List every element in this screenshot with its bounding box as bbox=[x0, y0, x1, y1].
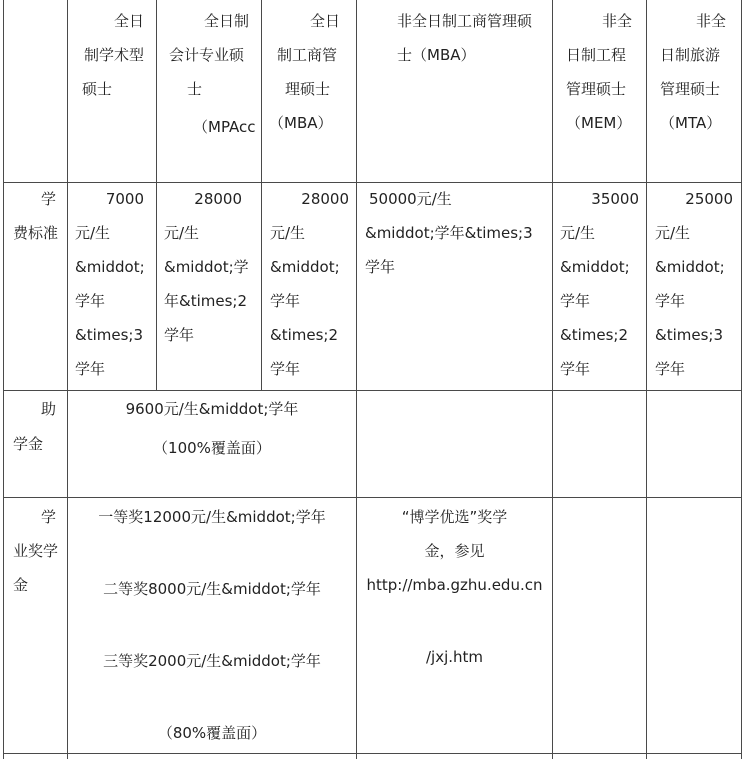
scholarship-value: 三等奖2000元/生&middot;学年 bbox=[103, 652, 321, 670]
tuition-col4-line: 学年 bbox=[365, 258, 396, 276]
tuition-col6-line: 元/生 bbox=[655, 224, 691, 242]
tuition-col2-line: 学年 bbox=[164, 326, 195, 344]
header-col6-line: 日制旅游 bbox=[660, 46, 721, 64]
tuition-col5-line: 学年 bbox=[560, 292, 591, 310]
tuition-col6-line: 25000 bbox=[685, 190, 733, 208]
tuition-col2-line: 元/生 bbox=[164, 224, 200, 242]
tuition-col6-line: &times;3 bbox=[655, 326, 723, 344]
header-col2-line: 士 bbox=[187, 80, 203, 98]
header-col5-line: 日制工程 bbox=[566, 46, 627, 64]
scholarship-label: 学 bbox=[41, 508, 57, 526]
scholarship-mba: “博学优选”奖学 bbox=[401, 508, 508, 526]
tuition-col1-line: 元/生 bbox=[75, 224, 111, 242]
table-border bbox=[552, 0, 553, 759]
grant-value: 9600元/生&middot;学年 bbox=[125, 400, 299, 418]
table-border bbox=[646, 0, 647, 759]
table-border bbox=[67, 0, 68, 759]
table-border bbox=[261, 0, 262, 390]
header-col3-line: 制工商管 bbox=[277, 46, 338, 64]
header-col4-line: 士（MBA） bbox=[397, 46, 476, 64]
table-border bbox=[3, 182, 742, 183]
header-col2-line: 全日制 bbox=[203, 12, 249, 30]
tuition-col1-line: &times;3 bbox=[75, 326, 143, 344]
header-col6-line: 管理硕士 bbox=[660, 80, 721, 98]
tuition-label: 学 bbox=[41, 190, 57, 208]
table-border bbox=[3, 390, 742, 391]
header-col1-line: 硕士 bbox=[82, 80, 113, 98]
grant-label: 助 bbox=[41, 400, 57, 418]
table-border bbox=[741, 0, 742, 759]
tuition-col6-line: &middot; bbox=[655, 258, 725, 276]
table-border bbox=[3, 497, 742, 498]
tuition-col5-line: 元/生 bbox=[560, 224, 596, 242]
tuition-col1-line: 学年 bbox=[75, 360, 106, 378]
tuition-col3-line: 学年 bbox=[270, 292, 301, 310]
header-col6-line: 非全 bbox=[695, 12, 726, 30]
scholarship-value: （80%覆盖面） bbox=[157, 724, 267, 742]
tuition-col3-line: 元/生 bbox=[270, 224, 306, 242]
tuition-col2-line: 28000 bbox=[194, 190, 242, 208]
header-col5-line: 非全 bbox=[601, 12, 632, 30]
tuition-col6-line: 学年 bbox=[655, 292, 686, 310]
tuition-col1-line: 7000 bbox=[105, 190, 144, 208]
tuition-label: 费标准 bbox=[13, 224, 59, 242]
header-col2-line: （MPAcc bbox=[193, 118, 256, 136]
tuition-col3-line: 28000 bbox=[301, 190, 349, 208]
grant-label: 学金 bbox=[13, 435, 44, 453]
header-col3-line: 理硕士 bbox=[285, 80, 331, 98]
header-col6-line: （MTA） bbox=[660, 114, 722, 132]
table-border bbox=[156, 0, 157, 390]
scholarship-label: 金 bbox=[13, 576, 29, 594]
tuition-col6-line: 学年 bbox=[655, 360, 686, 378]
scholarship-value: 二等奖8000元/生&middot;学年 bbox=[103, 580, 321, 598]
tuition-col1-line: &middot; bbox=[75, 258, 145, 276]
tuition-col5-line: 学年 bbox=[560, 360, 591, 378]
header-col3-line: 全日 bbox=[309, 12, 340, 30]
header-col3-line: （MBA） bbox=[269, 114, 333, 132]
tuition-col4-line: 50000元/生 bbox=[369, 190, 452, 208]
header-col1-line: 制学术型 bbox=[83, 46, 144, 64]
header-col2-line: 会计专业硕 bbox=[169, 46, 245, 64]
tuition-col5-line: &times;2 bbox=[560, 326, 628, 344]
tuition-col3-line: &middot; bbox=[270, 258, 340, 276]
header-col5-line: 管理硕士 bbox=[566, 80, 627, 98]
tuition-col3-line: 学年 bbox=[270, 360, 301, 378]
table-border bbox=[3, 0, 4, 759]
scholarship-mba: 金，参见 bbox=[424, 542, 485, 560]
tuition-col5-line: &middot; bbox=[560, 258, 630, 276]
scholarship-mba: http://mba.gzhu.edu.cn bbox=[366, 576, 543, 594]
tuition-col1-line: 学年 bbox=[75, 292, 106, 310]
header-col5-line: （MEM） bbox=[566, 114, 632, 132]
tuition-col2-line: 年&times;2 bbox=[164, 292, 247, 310]
table-border bbox=[3, 753, 742, 754]
header-col4-line: 非全日制工商管理硕 bbox=[397, 12, 533, 30]
tuition-col5-line: 35000 bbox=[591, 190, 639, 208]
tuition-col3-line: &times;2 bbox=[270, 326, 338, 344]
grant-value: （100%覆盖面） bbox=[153, 439, 271, 457]
scholarship-value: 一等奖12000元/生&middot;学年 bbox=[98, 508, 326, 526]
scholarship-mba: /jxj.htm bbox=[425, 648, 484, 666]
header-col1-line: 全日 bbox=[113, 12, 144, 30]
tuition-col4-line: &middot;学年&times;3 bbox=[365, 224, 533, 242]
scholarship-label: 业奖学 bbox=[13, 542, 59, 560]
tuition-col2-line: &middot;学 bbox=[164, 258, 249, 276]
